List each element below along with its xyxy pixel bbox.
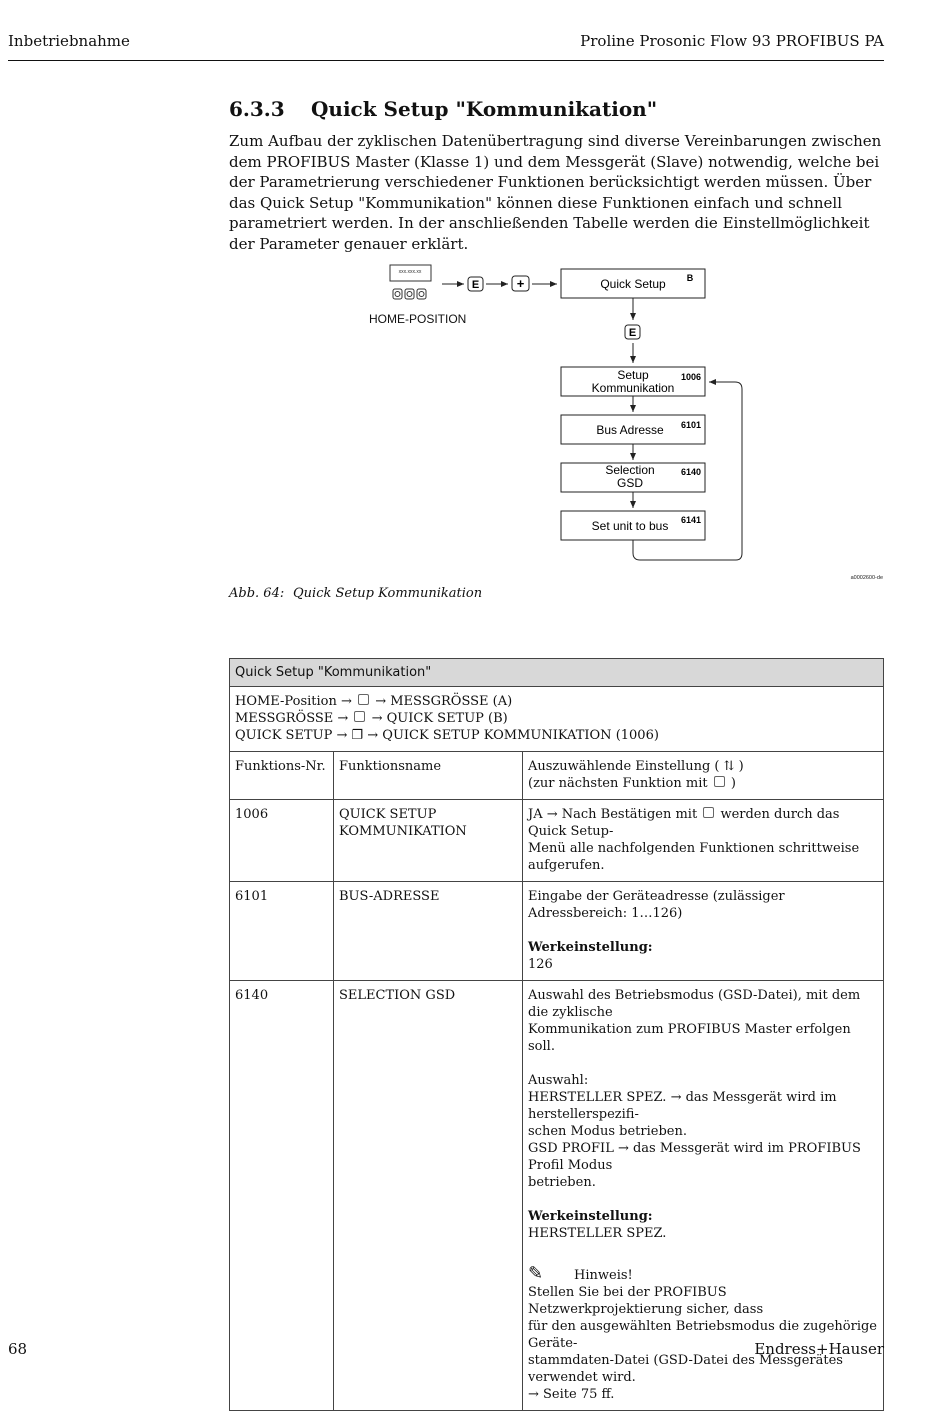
e-key-icon (625, 325, 640, 339)
navigation-path: HOME-Position → → MESSGRÖSSE (A) MESSGRÖSSE → → QUICK SETUP (B) QUICK SETUP → ❐ → QUICK SETUP KOMMUNIKATION (1006) (230, 687, 884, 752)
figure-caption (229, 586, 482, 601)
table-header-row (230, 752, 884, 800)
section-number: 6.3.3 (229, 97, 285, 121)
intro-paragraph: Zum Aufbau der zyklischen Datenübertragung sind diverse Vereinbarungen zwischen dem PROFIBUS Master (Klasse 1) und dem Messgerät (Slave) notwendig, welche bei der Parametrierung verschiedener Funktionen berücksichtigt werden müssen. Über das Quick Setup "Kommunikation" können diese Funktionen einfach und schnell parametriert werden. In der anschließenden Tabelle werden die Einstellmöglichkeit der Parameter genauer erklärt. (229, 132, 882, 253)
plus-key-label: + (516, 276, 525, 291)
display-readout: xxx.xxx.xx (398, 269, 422, 275)
plus-key-icon (354, 711, 365, 722)
parameter-table (229, 658, 884, 1411)
keys-icon: ⇅ (723, 759, 735, 774)
e-key-icon (358, 694, 369, 705)
plus-key-icon (512, 276, 529, 291)
col-header-setting: Auszuwählende Einstellung ( ⇅ ) (zur nächsten Funktion mit ) (523, 752, 884, 800)
function-setting: Auswahl des Betriebsmodus (GSD-Datei), mit dem die zyklische Kommunikation zum PROFIBUS Master erfolgen soll. Auswahl: HERSTELLER SPEZ. → das Messgerät wird im herstellerspezifi- schen Modus betrieben. GSD PROFIL → das Messgerät wird im PROFIBUS Profil Modus betrieben. Werkeinstellung: HERSTELLER SPEZ. ✎ Hinweis! Stellen Sie bei der PROFIBUS Netzwerkprojektierung sicher, dass für den ausgewählten Betriebsmodus die zugehörige Geräte- stammdaten-Datei (GSD-Datei des Messgerätes verwendet wird. → Seite 75 ff. (523, 981, 884, 1411)
quick-setup-code: B (686, 273, 694, 283)
col-header-nr: Funktions-Nr. (230, 752, 334, 800)
e-key-icon (703, 807, 714, 818)
box-label: Bus Adresse (596, 423, 664, 437)
home-position-label: HOME-POSITION (369, 312, 467, 326)
box-label: Set unit to bus (591, 519, 669, 533)
page-reference[interactable]: → Seite 75 ff. (528, 1387, 615, 1402)
function-setting: Eingabe der Geräteadresse (zulässiger Adressbereich: 1…126) Werkeinstellung: 126 (523, 882, 884, 981)
e-key-icon (468, 277, 483, 291)
e-key-icon (714, 776, 725, 787)
pencil-note-icon: ✎ (528, 1263, 544, 1284)
double-key-icon: ❐ (351, 728, 364, 743)
function-name: SELECTION GSD (334, 981, 523, 1411)
function-name: BUS-ADRESSE (334, 882, 523, 981)
function-number: 1006 (230, 800, 334, 882)
page-number: 68 (8, 1340, 28, 1358)
caption-label: Abb. 64: (229, 586, 285, 601)
function-number: 6140 (230, 981, 334, 1411)
caption-text: Quick Setup Kommunikation (293, 586, 483, 601)
box-label: Setup (617, 368, 649, 382)
figure-id: a0002600-de (850, 575, 883, 581)
e-key-label: E (628, 327, 637, 339)
e-key-label: E (471, 279, 480, 291)
function-setting: JA → Nach Bestätigen mit werden durch das Quick Setup- Menü alle nachfolgenden Funktionen schrittweise aufgerufen. (523, 800, 884, 882)
function-number: 6101 (230, 882, 334, 981)
table-nav-row (230, 687, 884, 752)
box-label: GSD (616, 476, 644, 490)
running-header-product: Proline Prosonic Flow 93 PROFIBUS PA (580, 32, 884, 50)
table-title-row (230, 659, 884, 687)
running-header-section: Inbetriebnahme (8, 32, 130, 50)
section-title: Quick Setup "Kommunikation" (311, 97, 658, 121)
function-name: QUICK SETUP KOMMUNIKATION (334, 800, 523, 882)
table-row (230, 882, 884, 981)
box-label: Selection (605, 463, 655, 477)
device-display-icon (390, 265, 431, 299)
box-code: 6101 (680, 420, 702, 430)
box-code: 6141 (680, 515, 702, 525)
quick-setup-diagram (0, 0, 950, 600)
col-header-name: Funktionsname (334, 752, 523, 800)
note-label: Hinweis! (574, 1268, 633, 1283)
footer-brand: Endress+Hauser (754, 1340, 884, 1358)
table-title: Quick Setup "Kommunikation" (230, 659, 884, 687)
quick-setup-label: Quick Setup (600, 277, 666, 291)
box-label: Kommunikation (591, 381, 675, 395)
table-row (230, 800, 884, 882)
box-code: 6140 (680, 467, 702, 477)
box-code: 1006 (680, 372, 702, 382)
